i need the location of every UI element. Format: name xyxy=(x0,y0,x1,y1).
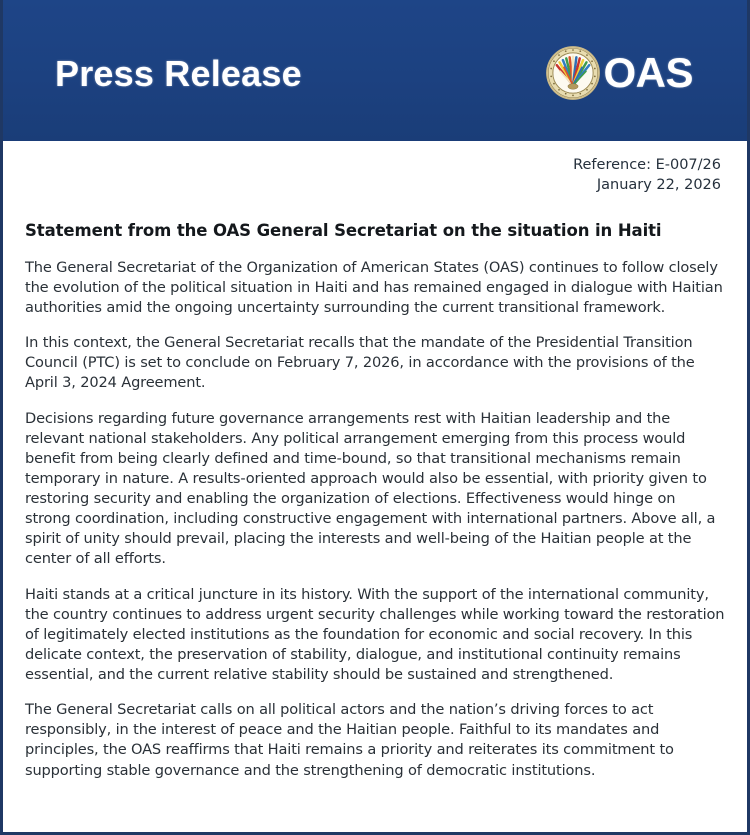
paragraph: Decisions regarding future governance arrangements rest with Haitian leadership and the relevant national stakeholders. Any political arrangement emerging from this process would benefit from being clearly defined and time-bound, so that transitional mechanisms remain temporary in nature. A results-oriented approach would also be essential, with priority given to restoring security and enabling the organization of elections. Effectiveness would hinge on strong coordination, including constructive engagement with international partners. Above all, a spirit of unity should prevail, placing the interests and well-being of the Haitian people at the center of all efforts. xyxy=(25,409,716,568)
statement-body xyxy=(25,258,725,781)
paragraph: Haiti stands at a critical juncture in its history. With the support of the international community, the country continues to address urgent security challenges while working toward the restoration of legitimately elected institutions as the foundation for economic and social recovery. In this delicate context, the preservation of stability, dialogue, and institutional continuity remains essential, and the current relative stability should be sustained and strengthened. xyxy=(25,585,725,684)
oas-wordmark: OAS xyxy=(603,48,693,96)
paragraph: In this context, the General Secretariat recalls that the mandate of the Presidential Transition Council (PTC) is set to conclude on February 7, 2026, in accordance with the provisions of the April 3, 2024 Agreement. xyxy=(25,334,695,392)
header-banner xyxy=(3,0,747,141)
oas-brand xyxy=(545,45,725,101)
paragraph: The General Secretariat calls on all political actors and the nation’s driving forces to act responsibly, in the interest of peace and the Haitian people. Faithful to its mandates and principles, the OAS reaffirms that Haiti remains a priority and reiterates its commitment to supporting stable governance and the strengthening of democratic institutions. xyxy=(25,701,674,779)
reference-block xyxy=(25,153,725,195)
release-date: January 22, 2026 xyxy=(596,177,721,193)
oas-seal-icon xyxy=(545,45,601,101)
reference-number: Reference: E-007/26 xyxy=(573,157,721,173)
page-title: Press Release xyxy=(55,52,302,94)
paragraph: The General Secretariat of the Organization of American States (OAS) continues to follow closely the evolution of the political situation in Haiti and has remained engaged in dialogue with Haitian authorities amid the ongoing uncertainty surrounding the current transitional framework. xyxy=(25,258,723,317)
document-body xyxy=(3,141,747,781)
statement-title: Statement from the OAS General Secretariat on the situation in Haiti xyxy=(25,221,662,240)
